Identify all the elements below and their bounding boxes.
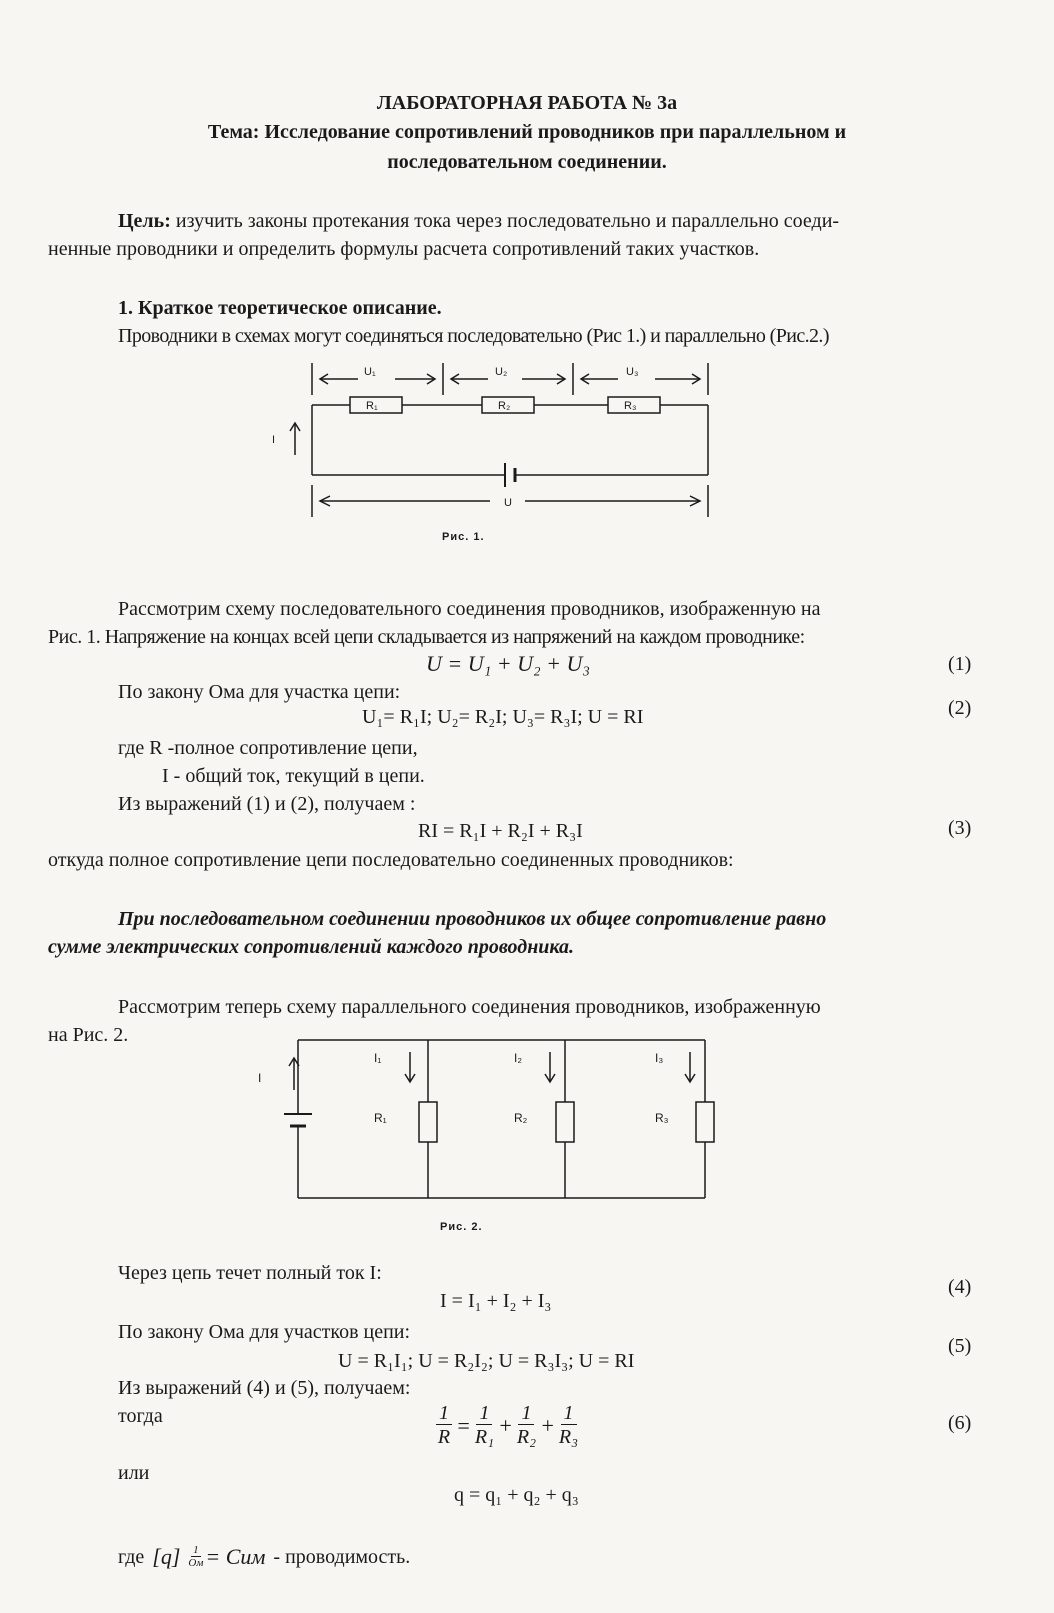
goal-label: Цель: — [118, 210, 171, 232]
equation-4-number: (4) — [948, 1276, 972, 1298]
ohm-law-intro: По закону Ома для участка цепи: — [118, 681, 401, 703]
series-para-line-2: Рис. 1. Напряжение на концах всей цепи складывается из напряжений на каждом проводнике: — [48, 626, 805, 648]
where-label: где — [118, 1545, 145, 1568]
resistor-r3 — [696, 1102, 714, 1142]
current-label: I — [258, 1071, 262, 1085]
topic-line-2: последовательном соединении. — [387, 151, 667, 173]
conductance-symbol: [q] — [152, 1544, 181, 1569]
figure-1-series-circuit — [260, 355, 730, 550]
resistor-r2 — [556, 1102, 574, 1142]
voltage-label-u1: U₁ — [364, 366, 376, 378]
resistor-label-r2: R₂ — [514, 1111, 528, 1125]
figure-2-caption: Рис. 2. — [440, 1221, 483, 1233]
resistor-label-r3: R₃ — [655, 1111, 669, 1125]
equation-7: q = q₁ + q₂ + q₃ — [454, 1484, 579, 1506]
equation-4: I = I₁ + I₂ + I₃ — [440, 1290, 552, 1312]
resistor-label-r1: R₁ — [374, 1111, 387, 1125]
frac-1-over-r3: $\frac{1}{\text{R₃}}$ — [558, 1402, 579, 1448]
frac-1-over-r: $\frac{1}{R}$ — [437, 1402, 451, 1448]
ohm-law-parallel-intro: По закону Ома для участков цепи: — [118, 1321, 411, 1343]
equation-2-number: (2) — [948, 697, 972, 719]
then-label: тогда — [118, 1405, 163, 1427]
or-label: или — [118, 1462, 150, 1484]
unit-fraction: 1 Ом — [188, 1544, 204, 1569]
where-i-line: I - общий ток, текущий в цепи. — [162, 765, 425, 787]
resistor-label-r1: R₁ — [366, 400, 378, 412]
resistor-label-r2: R₂ — [498, 400, 511, 412]
series-rule-line-1: При последовательном соединении проводников их общее сопротивление равно — [118, 908, 827, 930]
frac-1-over-r2: $\frac{1}{\text{R₂}}$ — [516, 1402, 537, 1448]
equation-3: RI = R₁I + R₂I + R₃I — [418, 820, 583, 842]
goal-text-1: изучить законы протекания тока через последовательно и параллельно соеди- — [175, 210, 840, 232]
conductance-description: - проводимость. — [273, 1545, 411, 1568]
series-para-line-1: Рассмотрим схему последовательного соединения проводников, изображенную на — [118, 598, 821, 620]
equation-5: U = R₁I₁; U = R₂I₂; U = R₃I₃; U = RI — [338, 1350, 635, 1372]
voltage-label-u3: U₃ — [626, 366, 639, 378]
frac-1-over-r1: $\frac{1}{\text{R₁}}$ — [474, 1402, 495, 1448]
from-expressions-1-2: Из выражений (1) и (2), получаем : — [118, 793, 416, 815]
lab-title: ЛАБОРАТОРНАЯ РАБОТА № 3а — [376, 92, 678, 114]
equation-1: U = U₁ + U₂ + U₃ — [426, 651, 591, 676]
parallel-para-line-1: Рассмотрим теперь схему параллельного соединения проводников, изображенную — [118, 996, 821, 1018]
topic-line-1: Тема: Исследование сопротивлений проводников при параллельном и — [207, 121, 847, 143]
equation-2: U₁= R₁I; U₂= R₂I; U₃= R₃I; U = RI — [362, 706, 644, 728]
current-label: I — [272, 434, 276, 446]
resistor-r1 — [419, 1102, 437, 1142]
section-intro: Проводники в схемах могут соединяться последовательно (Рис 1.) и параллельно (Рис.2.) — [118, 325, 829, 347]
branch-current-label-i2: I₂ — [514, 1051, 522, 1065]
equation-6-number: (6) — [948, 1412, 972, 1434]
conductance-line — [118, 1544, 410, 1570]
equation-6: $\frac{1}{R}$ = $\frac{1}{\text{R₁}}$ + $\frac{1}{\text{R₂}}$ + $\frac{1}{\text{R₃}}$ — [437, 1402, 579, 1448]
equation-5-number: (5) — [948, 1335, 972, 1357]
figure-2-parallel-circuit — [250, 1030, 730, 1240]
series-conclusion: откуда полное сопротивление цепи последовательно соединенных проводников: — [48, 849, 734, 871]
equation-1-number: (1) — [948, 653, 972, 675]
conductance-unit: 1 Ом = Сим — [188, 1544, 266, 1569]
total-current-line: Через цепь течет полный ток I: — [118, 1262, 382, 1284]
section-heading: 1. Краткое теоретическое описание. — [118, 297, 442, 319]
parallel-para-line-2: на Рис. 2. — [48, 1024, 129, 1046]
goal-line-2: ненные проводники и определить формулы расчета сопротивлений таких участков. — [48, 238, 760, 260]
branch-current-label-i3: I₃ — [655, 1051, 664, 1065]
figure-1-caption: Рис. 1. — [442, 531, 485, 543]
resistor-label-r3: R₃ — [624, 400, 637, 412]
voltage-label-u2: U₂ — [495, 366, 508, 378]
equation-3-number: (3) — [948, 817, 972, 839]
branch-current-label-i1: I₁ — [374, 1051, 382, 1065]
total-voltage-label: U — [504, 497, 512, 509]
where-r-line: где R -полное сопротивление цепи, — [118, 737, 418, 759]
from-expressions-4-5: Из выражений (4) и (5), получаем: — [118, 1377, 411, 1399]
goal-line-1 — [118, 210, 839, 233]
series-rule-line-2: сумме электрических сопротивлений каждого проводника. — [48, 936, 575, 958]
